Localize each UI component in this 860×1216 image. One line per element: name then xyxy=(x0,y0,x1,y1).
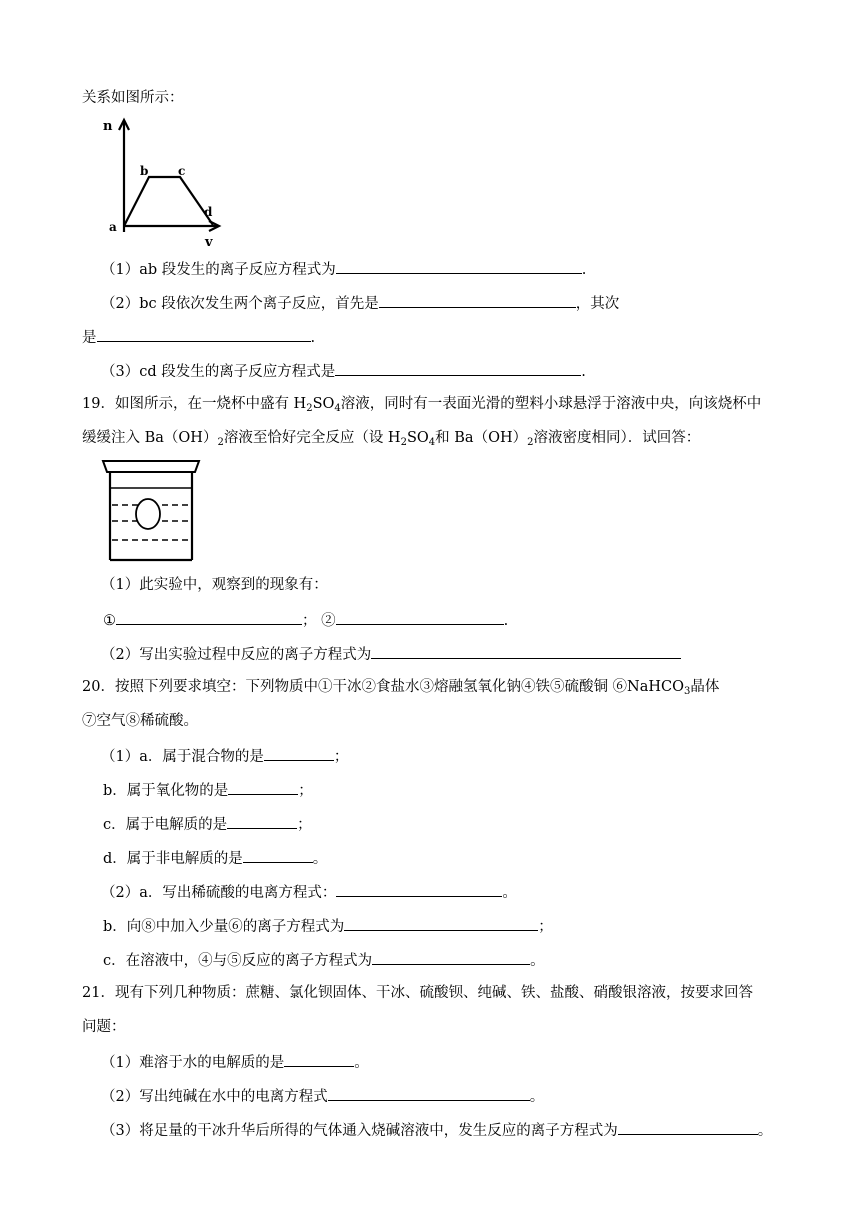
q18-part2 xyxy=(101,292,619,314)
q19-part1: （1）此实验中，观察到的现象有： xyxy=(101,577,328,593)
sub-4: 4 xyxy=(428,437,436,448)
circle-1-label: ① xyxy=(103,613,116,629)
q20-c-blank[interactable] xyxy=(227,813,297,829)
q21-p1-text: （1）难溶于水的电解质的是 xyxy=(101,1055,285,1071)
sub-2: 2 xyxy=(217,437,224,448)
q18-part1 xyxy=(101,258,586,280)
q19-part1-answers xyxy=(103,609,508,631)
q20-d-end: 。 xyxy=(312,851,328,867)
q20-b-text: b．属于氧化物的是 xyxy=(103,783,229,799)
q20-g-text: c．在溶液中，④与⑤反应的离子方程式为 xyxy=(103,953,373,969)
q19-observation-2-blank[interactable] xyxy=(336,609,504,625)
q18-part2-text: （2）bc 段依次发生两个离子反应，首先是 xyxy=(101,296,379,312)
sub-2: 2 xyxy=(400,437,407,448)
q18-part1-end: . xyxy=(581,262,587,278)
q20-c-end: ； xyxy=(297,817,312,833)
q19-part2-text: （2）写出实验过程中反应的离子方程式为 xyxy=(101,647,372,663)
q19-l2c: SO xyxy=(406,430,429,446)
q20-d-blank[interactable] xyxy=(243,847,313,863)
y-axis-label: n xyxy=(103,119,113,134)
q20-a-blank[interactable] xyxy=(264,745,334,761)
q18-part3-blank[interactable] xyxy=(335,360,581,376)
q20-e-blank[interactable] xyxy=(336,881,502,897)
q20-c-text: c．属于电解质的是 xyxy=(103,817,228,833)
q20-part2b xyxy=(103,915,553,937)
q19-part2-blank[interactable] xyxy=(371,643,681,659)
q19-l2b: 溶液至恰好完全反应（设 H xyxy=(223,430,401,446)
q18-part3-end: . xyxy=(581,364,586,380)
q21-p1-blank[interactable] xyxy=(284,1051,354,1067)
q20-part1b xyxy=(103,779,313,801)
q20-b-blank[interactable] xyxy=(228,779,298,795)
sub-2: 2 xyxy=(527,437,534,448)
q18-part3-text: （3）cd 段发生的离子反应方程式是 xyxy=(101,364,336,380)
q18-part1-text: （1）ab 段发生的离子反应方程式为 xyxy=(101,262,336,278)
q20-e-text: （2）a．写出稀硫酸的电离方程式： xyxy=(101,885,337,901)
q20-part1d xyxy=(103,847,327,869)
q20-f-blank[interactable] xyxy=(344,915,538,931)
point-d-label: d xyxy=(204,205,213,219)
q19-l1a: 19．如图所示，在一烧杯中盛有 H xyxy=(82,396,307,412)
q20-stem-line2: ⑦空气⑧稀硫酸。 xyxy=(82,713,198,729)
sub-3: 3 xyxy=(684,686,691,697)
q19-observation-1-blank[interactable] xyxy=(116,609,302,625)
q20-g-end: 。 xyxy=(530,953,545,969)
q20-a-text: （1）a．属于混合物的是 xyxy=(101,749,264,765)
q21-p2-end: 。 xyxy=(529,1089,545,1105)
q19-sep: ； xyxy=(302,613,317,629)
q19-l1c: 溶液，同时有一表面光滑的塑料小球悬浮于溶液中央，向该烧杯中 xyxy=(340,396,762,412)
q19-stem-line1 xyxy=(82,394,761,414)
q19-l2e: 溶液密度相同）．试回答： xyxy=(533,430,701,446)
point-c-label: c xyxy=(178,164,186,178)
q19-part2 xyxy=(101,643,681,665)
q18-part2-cont-text: 是 xyxy=(82,330,97,346)
q20-part1a xyxy=(101,745,348,767)
q18-part1-blank[interactable] xyxy=(336,258,582,274)
q20-f-text: b．向⑧中加入少量⑥的离子方程式为 xyxy=(103,919,345,935)
q20-part1c xyxy=(103,813,312,835)
q20-g-blank[interactable] xyxy=(372,949,530,965)
n-v-graph-figure xyxy=(100,114,230,248)
q19-end: . xyxy=(503,613,509,629)
q21-p1-end: 。 xyxy=(354,1055,369,1071)
q21-p3-end: 。 xyxy=(757,1123,773,1139)
q18-part2-blank-2[interactable] xyxy=(97,326,311,342)
q18-part2-end: . xyxy=(310,330,316,346)
q20-l1a: 20．按照下列要求填空：下列物质中①干冰②食盐水③熔融氢氧化钠④铁⑤硫酸铜 ⑥NaHCO xyxy=(82,679,685,695)
q21-p2-blank[interactable] xyxy=(328,1085,530,1101)
q19-l2d: 和 Ba（OH） xyxy=(435,430,528,446)
intro-text: 关系如图所示： xyxy=(82,90,184,106)
x-axis-label: v xyxy=(205,235,213,248)
q20-part2a xyxy=(101,881,517,903)
q20-f-end: ； xyxy=(538,919,553,935)
q19-stem-line2 xyxy=(82,428,700,448)
q19-l1b: SO xyxy=(312,396,335,412)
circle-2-label: ② xyxy=(321,613,336,629)
q20-d-text: d．属于非电解质的是 xyxy=(103,851,243,867)
q21-stem-line1: 21．现有下列几种物质：蔗糖、氯化钡固体、干冰、硫酸钡、纯碱、铁、盐酸、硝酸银溶液，按要求回答 xyxy=(82,985,753,1001)
beaker-figure xyxy=(100,458,204,564)
q21-p2-text: （2）写出纯碱在水中的电离方程式 xyxy=(101,1089,328,1105)
q18-part2-mid: ，其次 xyxy=(575,296,620,312)
q20-part2c xyxy=(103,949,545,971)
q18-part2-blank-1[interactable] xyxy=(379,292,576,308)
q20-b-end: ； xyxy=(298,783,313,799)
sub-4: 4 xyxy=(334,403,341,414)
q21-part1 xyxy=(101,1051,369,1073)
q21-p3-text: （3）将足量的干冰升华后所得的气体通入烧碱溶液中，发生反应的离子方程式为 xyxy=(101,1123,618,1139)
q20-a-end: ； xyxy=(333,749,349,765)
q20-stem-line1 xyxy=(82,677,719,697)
point-a-label: a xyxy=(109,220,117,234)
q19-l2a: 缓缓注入 Ba（OH） xyxy=(82,430,218,446)
q18-part2-cont xyxy=(82,326,315,348)
q18-part3 xyxy=(101,360,586,382)
q21-part3 xyxy=(101,1119,772,1141)
q21-p3-blank[interactable] xyxy=(618,1119,758,1135)
q20-e-end: 。 xyxy=(502,885,517,901)
point-b-label: b xyxy=(140,164,149,178)
q21-stem-line2: 问题： xyxy=(82,1019,126,1035)
q21-part2 xyxy=(101,1085,544,1107)
sub-2: 2 xyxy=(306,403,313,414)
q20-l1b: 晶体 xyxy=(690,679,720,695)
